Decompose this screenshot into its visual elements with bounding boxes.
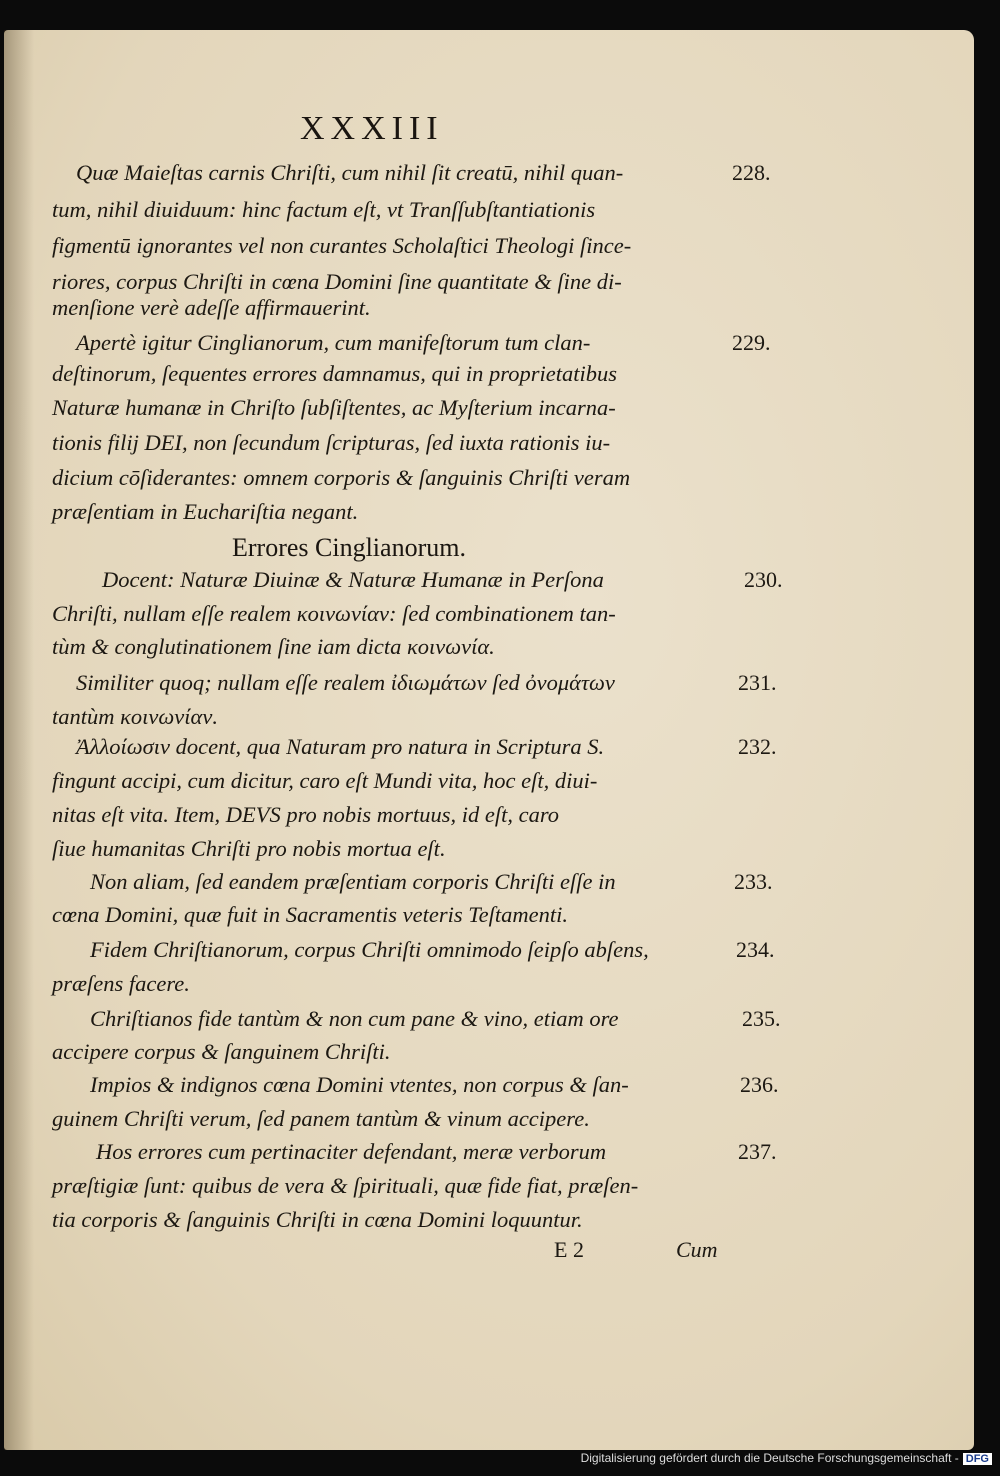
paragraph-number: 233. — [734, 869, 773, 894]
text-line: præſens facere. — [52, 971, 190, 996]
section-heading: Errores Cinglianorum. — [232, 533, 466, 562]
text-line: Docent: Naturæ Diuinæ & Naturæ Humanæ in Perſona — [102, 567, 604, 592]
text-line: Non aliam, ſed eandem præſentiam corporis Chriſti eſſe in — [90, 869, 616, 894]
footer-text: Digitalisierung gefördert durch die Deutsche Forschungsgemeinschaft - — [580, 1451, 959, 1465]
dfg-logo: DFG — [963, 1453, 992, 1465]
text-line: riores, corpus Chriſti in cœna Domini ſine quantitate & ſine di- — [52, 269, 622, 294]
paragraph-number: 231. — [738, 670, 777, 695]
gutter-shadow — [4, 30, 34, 1450]
text-line: Naturæ humanæ in Chriſto ſubſiſtentes, ac Myſterium incarna- — [52, 395, 616, 420]
text-line: ſiue humanitas Chriſti pro nobis mortua eſt. — [52, 836, 446, 861]
text-line: guinem Chriſti verum, ſed panem tantùm & vinum accipere. — [52, 1106, 590, 1131]
text-line: præſentiam in Euchariſtia negant. — [52, 499, 359, 524]
paragraph-number: 236. — [740, 1072, 779, 1097]
text-line: deſtinorum, ſequentes errores damnamus, qui in proprietatibus — [52, 361, 617, 386]
paragraph-number: 232. — [738, 734, 777, 759]
text-line: Hos errores cum pertinaciter defendant, meræ verborum — [96, 1139, 607, 1164]
text-line: accipere corpus & ſanguinem Chriſti. — [52, 1039, 391, 1064]
text-line: tantùm κοινωνίαν. — [52, 704, 218, 729]
text-line: tia corporis & ſanguinis Chriſti in cœna Domini loquuntur. — [52, 1207, 583, 1232]
text-line: Impios & indignos cœna Domini vtentes, non corpus & ſan- — [90, 1072, 629, 1097]
text-line: tum, nihil diuiduum: hinc factum eſt, vt Tranſſubſtantiationis — [52, 197, 596, 222]
text-line: Chriſti, nullam eſſe realem κοινωνίαν: ſed combinationem tan- — [52, 601, 616, 626]
paragraph-number: 234. — [736, 937, 775, 962]
text-line: fingunt accipi, cum dicitur, caro eſt Mundi vita, hoc eſt, diui- — [52, 768, 598, 793]
text-line: dicium cōſiderantes: omnem corporis & ſanguinis Chriſti veram — [52, 465, 631, 490]
text-line: tùm & conglutinationem ſine iam dicta κοινωνία. — [52, 634, 495, 659]
paragraph-number: 228. — [732, 160, 771, 185]
paragraph-number: 229. — [732, 330, 771, 355]
paragraph-number: 235. — [742, 1006, 781, 1031]
text-line: nitas eſt vita. Item, DEVS pro nobis mortuus, id eſt, caro — [52, 802, 560, 827]
text-line: Chriſtianos fide tantùm & non cum pane & vino, etiam ore — [90, 1006, 619, 1031]
text-line: Fidem Chriſtianorum, corpus Chriſti omnimodo ſeipſo abſens, — [90, 937, 649, 962]
text-line: Quæ Maieſtas carnis Chriſti, cum nihil ſit creatū, nihil quan- — [76, 160, 624, 185]
running-head: XXXIII — [300, 110, 444, 147]
text-line: figmentū ignorantes vel non curantes Scholaſtici Theologi ſince- — [52, 233, 632, 258]
paragraph-number: 230. — [744, 567, 783, 592]
text-line: Ἀλλοίωσιν docent, qua Naturam pro natura in Scriptura S. — [76, 734, 605, 759]
catchword: Cum — [676, 1237, 718, 1262]
text-line: Apertè igitur Cinglianorum, cum manifeſtorum tum clan- — [76, 330, 591, 355]
text-line: præſtigiæ ſunt: quibus de vera & ſpirituali, quæ fide fiat, præſen- — [52, 1173, 639, 1198]
signature-mark: E 2 — [554, 1237, 584, 1262]
text-line: cœna Domini, quæ fuit in Sacramentis veteris Teſtamenti. — [52, 902, 569, 927]
paragraph-number: 237. — [738, 1139, 777, 1164]
footer-credit — [581, 1451, 992, 1465]
text-line: tionis filij DEI, non ſecundum ſcripturas, ſed iuxta rationis iu- — [52, 430, 611, 455]
text-line: Similiter quoq; nullam eſſe realem ἰδιωμάτων ſed ὀνομάτων — [76, 670, 615, 695]
text-line: menſione verè adeſſe affirmauerint. — [52, 295, 371, 320]
